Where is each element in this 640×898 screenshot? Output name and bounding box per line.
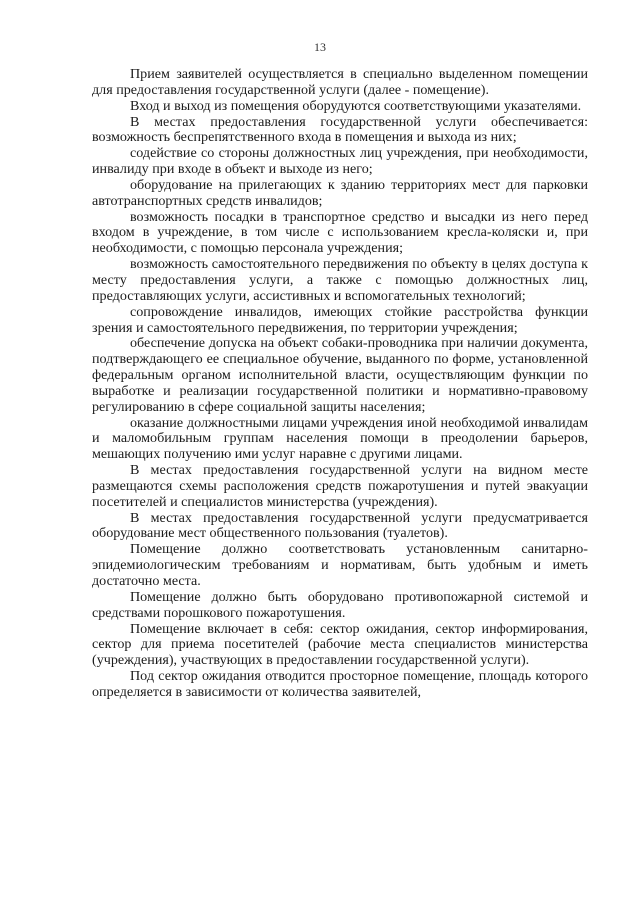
paragraph: оказание должностными лицами учреждения иной необходимой инвалидам и маломобильным группам населения помощи в преодолении барьеров, мешающих получению ими услуг наравне с другими лицами. <box>92 414 588 463</box>
paragraph: Помещение должно соответствовать установленным санитарно-эпидемиологическим требованиям и нормативам, быть удобным и иметь достаточно места. <box>92 541 588 589</box>
paragraph: Прием заявителей осуществляется в специально выделенном помещении для предоставления государственной услуги (далее - помещение). <box>92 66 588 98</box>
paragraph: В местах предоставления государственной услуги предусматривается оборудование мест общественного пользования (туалетов). <box>92 509 588 542</box>
paragraph: Помещение включает в себя: сектор ожидания, сектор информирования, сектор для приема посетителей (рабочие места специалистов министерства (учреждения), участвующих в предоставлении государственной услуги). <box>92 620 588 669</box>
paragraph: возможность самостоятельного передвижения по объекту в целях доступа к месту предоставления услуги, а также с помощью должностных лиц, предоставляющих услуги, ассистивных и вспомогательных технологий; <box>92 256 588 304</box>
paragraph: Под сектор ожидания отводится просторное помещение, площадь которого определяется в зависимости от количества заявителей, <box>92 668 588 700</box>
paragraph: В местах предоставления государственной услуги на видном месте размещаются схемы расположения средств пожаротушения и путей эвакуации посетителей и специалистов министерства (учреждения). <box>92 462 588 510</box>
paragraph: содействие со стороны должностных лиц учреждения, при необходимости, инвалиду при входе в объект и выходе из него; <box>92 145 588 178</box>
paragraph: Вход и выход из помещения оборудуются соответствующими указателями. <box>130 97 582 114</box>
paragraph: оборудование на прилегающих к зданию территориях мест для парковки автотранспортных средств инвалидов; <box>92 176 588 209</box>
paragraph: В местах предоставления государственной услуги обеспечивается: возможность беспрепятственного входа в помещения и выхода из них; <box>92 113 588 146</box>
paragraph: Помещение должно быть оборудовано противопожарной системой и средствами порошкового пожаротушения. <box>92 588 588 621</box>
paragraph: возможность посадки в транспортное средство и высадки из него перед входом в учреждение, в том числе с использованием кресла-коляски и, при необходимости, с помощью персонала учреждения; <box>92 208 588 257</box>
paragraph: сопровождение инвалидов, имеющих стойкие расстройства функции зрения и самостоятельного передвижения, по территории учреждения; <box>92 303 588 336</box>
page-number: 13 <box>314 40 326 54</box>
paragraph: обеспечение допуска на объект собаки-проводника при наличии документа, подтверждающего ее специальное обучение, выданного по форме, установленной федеральным органом исполнительной власти, осуществляющим функции по выработке и реализации государственной политики и нормативно-правовому регулированию в сфере социальной защиты населения; <box>92 335 588 415</box>
body-text <box>92 67 588 701</box>
